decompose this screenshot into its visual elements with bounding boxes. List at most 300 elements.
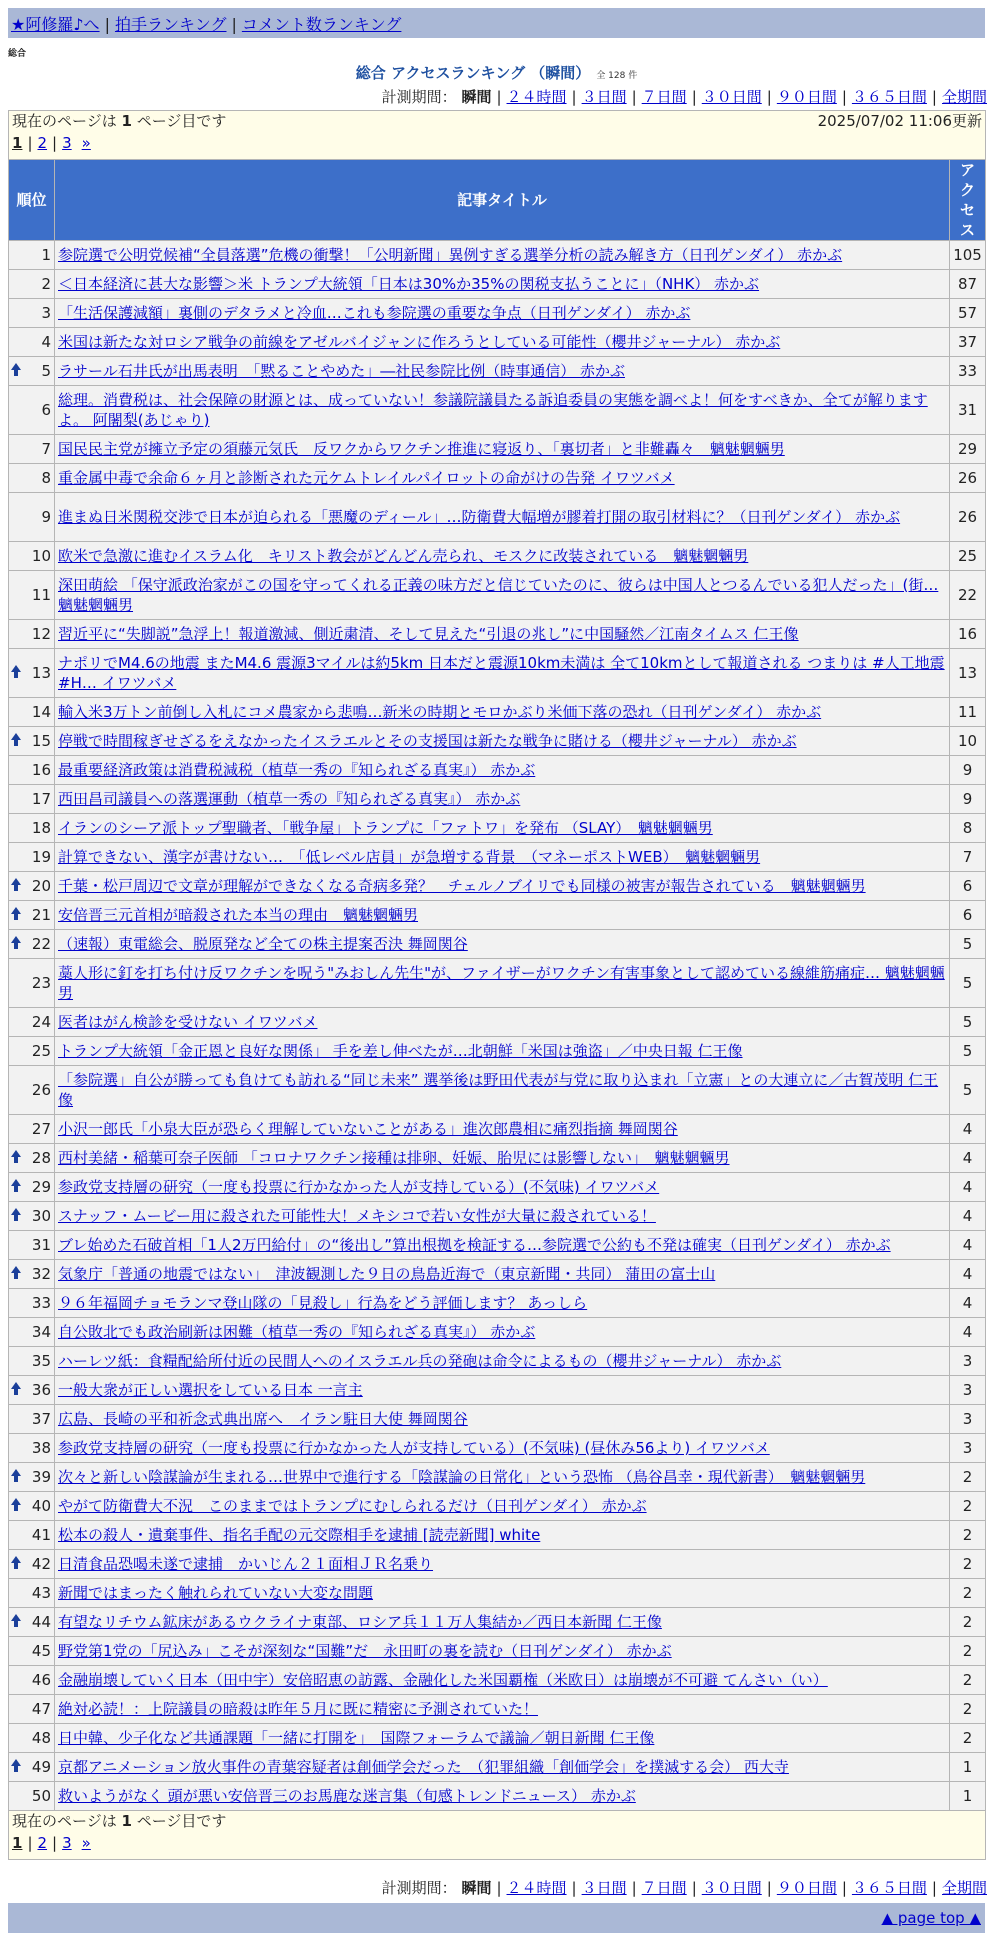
title-cell	[55, 1724, 950, 1753]
rank-cell	[9, 843, 55, 872]
rank-number: 11	[31, 586, 51, 604]
period-365d-link[interactable]: ３６５日間	[851, 1879, 927, 1897]
access-count: 2	[950, 1550, 986, 1579]
article-title-link[interactable]: 自公敗北でも政治刷新は困難（植草一秀の『知られざる真実』） 赤かぶ	[58, 1323, 536, 1341]
table-row	[9, 1144, 986, 1173]
title-cell	[55, 1376, 950, 1405]
table-row	[9, 698, 986, 727]
table-row	[9, 1066, 986, 1115]
article-title-link[interactable]: 広島、長崎の平和祈念式典出席へ イラン駐日大使 舞岡関谷	[58, 1410, 468, 1428]
updated-timestamp: 2025/07/02 11:06更新	[817, 112, 983, 130]
table-row	[9, 241, 986, 270]
table-header	[9, 160, 986, 241]
title-cell	[55, 756, 950, 785]
page-next-link[interactable]: »	[81, 1834, 91, 1852]
article-title-link[interactable]: ＜日本経済に甚大な影響＞米 トランプ大統領「日本は30%か35%の関税支払うことに」（NHK） 赤かぶ	[58, 275, 760, 293]
clap-ranking-link[interactable]: 拍手ランキング	[114, 15, 227, 34]
access-count: 5	[950, 930, 986, 959]
top-navigation	[8, 8, 985, 38]
rank-cell	[9, 959, 55, 1008]
rank-number: 36	[31, 1381, 51, 1399]
access-count: 2	[950, 1463, 986, 1492]
rank-cell	[9, 814, 55, 843]
article-title-link[interactable]: 進まぬ日米関税交渉で日本が迫られる「悪魔のディール」…防衛費大幅増が膠着打開の取引材料に？（日刊ゲンダイ） 赤かぶ	[58, 508, 901, 526]
title-cell	[55, 1289, 950, 1318]
rank-number: 42	[31, 1555, 51, 1573]
title-cell	[55, 1405, 950, 1434]
article-title-link[interactable]: 停戦で時間稼ぎせざるをえなかったイスラエルとその支援国は新たな戦争に賭ける（櫻井ジャーナル） 赤かぶ	[58, 732, 797, 750]
rank-number: 22	[31, 935, 51, 953]
ranking-title: 総合 アクセスランキング （瞬間）	[355, 64, 591, 82]
rank-cell	[9, 930, 55, 959]
table-row	[9, 328, 986, 357]
article-title-link[interactable]: ハーレツ紙：食糧配給所付近の民間人へのイスラエル兵の発砲は命令によるもの（櫻井ジャーナル） 赤かぶ	[58, 1352, 782, 1370]
current-page-text: 現在のページは 1 ページ目です	[12, 1812, 227, 1830]
article-title-link[interactable]: トランプ大統領「金正恩と良好な関係」 手を差し伸べたが…北朝鮮「米国は強盗」／中央日報 仁王像	[58, 1042, 743, 1060]
article-title-link[interactable]: 習近平に“失脚説”急浮上！報道激減、側近粛清、そして見えた“引退の兆し”に中国騒然／江南タイムス 仁王像	[58, 625, 799, 643]
article-title-link[interactable]: スナッフ・ムービー用に殺された可能性大！メキシコで若い女性が大量に殺されている！	[58, 1207, 656, 1225]
rank-number: 7	[41, 440, 51, 458]
title-cell	[55, 1608, 950, 1637]
article-title-link[interactable]: 欧米で急激に進むイスラム化 キリスト教会がどんどん売られ、モスクに改装されている 魑魅魍魎男	[58, 547, 749, 565]
table-row	[9, 1550, 986, 1579]
rank-up-arrow-icon	[11, 1150, 21, 1157]
period-label: 計測期間：	[381, 1879, 457, 1897]
rank-cell	[9, 620, 55, 649]
title-cell	[55, 1037, 950, 1066]
table-row	[9, 357, 986, 386]
period-30d-link[interactable]: ３０日間	[701, 88, 762, 106]
rank-up-arrow-icon	[11, 1382, 21, 1389]
period-365d-link[interactable]: ３６５日間	[851, 88, 927, 106]
table-row	[9, 1231, 986, 1260]
article-title-link[interactable]: 最重要経済政策は消費税減税（植草一秀の『知られざる真実』） 赤かぶ	[58, 761, 536, 779]
table-row	[9, 1695, 986, 1724]
table-row	[9, 785, 986, 814]
rank-number: 34	[31, 1323, 51, 1341]
rank-cell	[9, 1608, 55, 1637]
access-count: 9	[950, 785, 986, 814]
title-cell	[55, 1202, 950, 1231]
table-row	[9, 1724, 986, 1753]
article-title-link[interactable]: ブレ始めた石破首相「1人2万円給付」の“後出し”算出根拠を検証する…参院選で公約も不発は確実（日刊ゲンダイ） 赤かぶ	[58, 1236, 891, 1254]
access-count: 5	[950, 1037, 986, 1066]
title-cell	[55, 1115, 950, 1144]
article-title-link[interactable]: 西田昌司議員への落選運動（植草一秀の『知られざる真実』） 赤かぶ	[58, 790, 521, 808]
access-count: 87	[950, 270, 986, 299]
article-title-link[interactable]: 計算できない、漢字が書けない… 「低レベル店員」が急増する背景 （マネーポストWEB） 魑魅魍魎男	[58, 848, 761, 866]
page-current: 1	[12, 134, 23, 152]
article-title-link[interactable]: 安倍晋三元首相が暗殺された本当の理由 魑魅魍魎男	[58, 906, 419, 924]
rank-up-arrow-icon	[11, 1469, 21, 1476]
article-title-link[interactable]: やがて防衛費大不況 このままではトランプにむしられるだけ（日刊ゲンダイ） 赤かぶ	[58, 1497, 647, 1515]
access-count: 37	[950, 328, 986, 357]
page-title	[0, 62, 993, 83]
title-cell	[55, 1666, 950, 1695]
page-info-row-bottom	[9, 1811, 986, 1860]
access-count: 1	[950, 1782, 986, 1811]
table-row	[9, 959, 986, 1008]
rank-number: 4	[41, 333, 51, 351]
period-24h-link[interactable]: ２４時間	[506, 88, 567, 106]
rank-number: 3	[41, 304, 51, 322]
rank-number: 19	[31, 848, 51, 866]
table-row	[9, 649, 986, 698]
access-count: 22	[950, 571, 986, 620]
period-30d-link[interactable]: ３０日間	[701, 1879, 762, 1897]
access-count: 33	[950, 357, 986, 386]
rank-cell	[9, 357, 55, 386]
rank-number: 24	[31, 1013, 51, 1031]
rank-cell	[9, 1289, 55, 1318]
period-3d-link[interactable]: ３日間	[581, 88, 627, 106]
article-title-link[interactable]: 次々と新しい陰謀論が生まれる…世界中で進行する「陰謀論の日常化」という恐怖 （鳥谷昌幸・現代新書） 魑魅魍魎男	[58, 1468, 866, 1486]
article-title-link[interactable]: 小沢一郎氏「小泉大臣が恐らく理解していないことがある」進次郎農相に痛烈指摘 舞岡関谷	[58, 1120, 678, 1138]
title-cell	[55, 727, 950, 756]
title-cell	[55, 1347, 950, 1376]
article-title-link[interactable]: ラサール石井氏が出馬表明 「黙ることやめた」―社民参院比例（時事通信） 赤かぶ	[58, 362, 625, 380]
rank-up-arrow-icon	[11, 936, 21, 943]
title-cell	[55, 241, 950, 270]
article-title-link[interactable]: （速報）東電総会、脱原発など全ての株主提案否決 舞岡関谷	[58, 935, 468, 953]
table-row	[9, 843, 986, 872]
article-title-link[interactable]: 松本の殺人・遺棄事件、指名手配の元交際相手を逮捕 [読売新聞] white	[58, 1526, 541, 1544]
article-title-link[interactable]: 藁人形に釘を打ち付け反ワクチンを呪う"みおしん先生"が、ファイザーがワクチン有害事象として認めている線維筋痛症… 魑魅魍魎男	[58, 964, 945, 1002]
article-title-link[interactable]: 有望なリチウム鉱床があるウクライナ東部、ロシア兵１１万人集結か／西日本新聞 仁王像	[58, 1613, 662, 1631]
rank-number: 27	[31, 1120, 51, 1138]
rank-number: 20	[31, 877, 51, 895]
title-cell	[55, 1144, 950, 1173]
rank-cell	[9, 1782, 55, 1811]
rank-number: 23	[31, 974, 51, 992]
article-title-link[interactable]: 参政党支持層の研究（一度も投票に行かなかった人が支持している）(不気味) イワツバメ	[58, 1178, 660, 1196]
rank-cell	[9, 698, 55, 727]
access-count: 3	[950, 1405, 986, 1434]
rank-cell	[9, 493, 55, 542]
rank-cell	[9, 241, 55, 270]
article-title-link[interactable]: 参政党支持層の研究（一度も投票に行かなかった人が支持している）(不気味) (昼休み56より) イワツバメ	[58, 1439, 770, 1457]
rank-number: 2	[41, 275, 51, 293]
table-row	[9, 901, 986, 930]
title-cell	[55, 1463, 950, 1492]
rank-number: 47	[31, 1700, 51, 1718]
table-row	[9, 1579, 986, 1608]
page-3-link[interactable]: 3	[62, 134, 72, 152]
table-row	[9, 1666, 986, 1695]
article-title-link[interactable]: 輸入米3万トン前倒し入札にコメ農家から悲鳴…新米の時期とモロかぶり米価下落の恐れ（日刊ゲンダイ） 赤かぶ	[58, 703, 822, 721]
rank-number: 40	[31, 1497, 51, 1515]
access-count: 3	[950, 1376, 986, 1405]
table-row	[9, 1637, 986, 1666]
rank-number: 6	[41, 401, 51, 419]
table-row	[9, 727, 986, 756]
article-title-link[interactable]: 千葉・松戸周辺で文章が理解ができなくなる奇病多発？ チェルノブイリでも同様の被害が報告されている 魑魅魍魎男	[58, 877, 866, 895]
section-label: 総合	[8, 49, 27, 59]
access-count: 6	[950, 872, 986, 901]
rank-cell	[9, 1637, 55, 1666]
table-row	[9, 1202, 986, 1231]
rank-number: 31	[31, 1236, 51, 1254]
table-row	[9, 1318, 986, 1347]
access-count: 2	[950, 1666, 986, 1695]
rank-cell	[9, 1666, 55, 1695]
title-cell	[55, 542, 950, 571]
title-cell	[55, 270, 950, 299]
access-count: 4	[950, 1260, 986, 1289]
rank-up-arrow-icon	[11, 665, 21, 672]
page-next-link[interactable]: »	[81, 134, 91, 152]
rank-number: 14	[31, 703, 51, 721]
table-row	[9, 1521, 986, 1550]
article-title-link[interactable]: 「参院選」自公が勝っても負けても訪れる“同じ未来” 選挙後は野田代表が与党に取り込まれ「立憲」との大連立に／古賀茂明 仁王像	[58, 1071, 939, 1109]
rank-number: 5	[41, 362, 51, 380]
rank-number: 16	[31, 761, 51, 779]
rank-number: 41	[31, 1526, 51, 1544]
rank-up-arrow-icon	[11, 1208, 21, 1215]
title-cell	[55, 1434, 950, 1463]
article-title-link[interactable]: 救いようがなく 頭が悪い安倍晋三のお馬鹿な迷言集（旬感トレンドニュース） 赤かぶ	[58, 1787, 636, 1805]
col-access-header: アクセス	[950, 160, 986, 241]
rank-cell	[9, 1173, 55, 1202]
article-title-link[interactable]: 新聞ではまったく触れられていない大変な問題	[58, 1584, 374, 1602]
rank-up-arrow-icon	[11, 1556, 21, 1563]
rank-number: 15	[31, 732, 51, 750]
rank-up-arrow-icon	[11, 907, 21, 914]
rank-number: 17	[31, 790, 51, 808]
article-title-link[interactable]: 「生活保護減額」裏側のデタラメと冷血…これも参院選の重要な争点（日刊ゲンダイ） 赤かぶ	[58, 304, 691, 322]
article-title-link[interactable]: 米国は新たな対ロシア戦争の前線をアゼルバイジャンに作ろうとしている可能性（櫻井ジャーナル） 赤かぶ	[58, 333, 781, 351]
article-title-link[interactable]: 一般大衆が正しい選択をしている日本 一言主	[58, 1381, 363, 1399]
access-count: 31	[950, 386, 986, 435]
rank-cell	[9, 1521, 55, 1550]
rank-cell	[9, 542, 55, 571]
access-count: 5	[950, 1066, 986, 1115]
title-cell	[55, 571, 950, 620]
period-current: 瞬間	[461, 88, 492, 106]
rank-up-arrow-icon	[11, 1498, 21, 1505]
table-row	[9, 620, 986, 649]
rank-cell	[9, 464, 55, 493]
access-count: 10	[950, 727, 986, 756]
title-cell	[55, 620, 950, 649]
access-count: 9	[950, 756, 986, 785]
period-all-link[interactable]: 全期間	[941, 88, 987, 106]
access-count: 4	[950, 1231, 986, 1260]
table-row	[9, 571, 986, 620]
rank-cell	[9, 1724, 55, 1753]
table-row	[9, 493, 986, 542]
rank-number: 43	[31, 1584, 51, 1602]
article-title-link[interactable]: 西村美緒・稲葉可奈子医師 「コロナワクチン接種は排卵、妊娠、胎児には影響しない」 魑魅魍魎男	[58, 1149, 730, 1167]
article-title-link[interactable]: ナポリでM4.6の地震 またM4.6 震源3マイルは約5km 日本だと震源10km未満は 全て10kmとして報道される つまりは #人工地震 #H… イワツバメ	[58, 654, 945, 692]
table-row	[9, 1608, 986, 1637]
rank-cell	[9, 1695, 55, 1724]
period-selector-top: 計測期間： 瞬間 | ２４時間 | ３日間 | ７日間 | ３０日間 | ９０日間 | ３６５日間 | 全期間	[381, 88, 987, 106]
title-cell	[55, 386, 950, 435]
rank-cell	[9, 571, 55, 620]
page-2-link[interactable]: 2	[37, 1834, 48, 1852]
access-count: 4	[950, 1289, 986, 1318]
rank-number: 44	[31, 1613, 51, 1631]
table-row	[9, 814, 986, 843]
table-row	[9, 872, 986, 901]
access-count: 3	[950, 1347, 986, 1376]
rank-cell	[9, 872, 55, 901]
rank-cell	[9, 1463, 55, 1492]
page-current: 1	[12, 1834, 23, 1852]
article-title-link[interactable]: 参院選で公明党候補“全員落選”危機の衝撃！「公明新聞」異例すぎる選挙分析の読み解き方（日刊ゲンダイ） 赤かぶ	[58, 246, 843, 264]
title-cell	[55, 1637, 950, 1666]
access-count: 105	[950, 241, 986, 270]
article-title-link[interactable]: 日中韓、少子化など共通課題「一緒に打開を」 国際フォーラムで議論／朝日新聞 仁王像	[58, 1729, 655, 1747]
rank-cell	[9, 727, 55, 756]
table-row	[9, 1260, 986, 1289]
rank-number: 10	[31, 547, 51, 565]
table-row	[9, 930, 986, 959]
rank-cell	[9, 1144, 55, 1173]
access-count: 2	[950, 1695, 986, 1724]
period-7d-link[interactable]: ７日間	[641, 88, 687, 106]
rank-cell	[9, 1115, 55, 1144]
title-cell	[55, 1008, 950, 1037]
footer-bar	[8, 1903, 985, 1933]
article-title-link[interactable]: ９６年福岡チョモランマ登山隊の「見殺し」行為をどう評価します？ あっしら	[58, 1294, 588, 1312]
article-title-link[interactable]: 総理。消費税は、社会保障の財源とは、成っていない！参議院議員たる訴追委員の実態を調べよ！何をすべきか、全てが解りますよ。 阿闍梨(あじゃり)	[58, 391, 928, 429]
page-3-link[interactable]: 3	[62, 1834, 72, 1852]
article-title-link[interactable]: イランのシーア派トップ聖職者、「戦争屋」トランプに「ファトワ」を発布 （SLAY） 魑魅魍魎男	[58, 819, 713, 837]
rank-cell	[9, 1579, 55, 1608]
rank-number: 21	[31, 906, 51, 924]
title-cell	[55, 814, 950, 843]
rank-up-arrow-icon	[11, 733, 21, 740]
article-title-link[interactable]: 日清食品恐喝未遂で逮捕 かいじん２１面相ＪＲ名乗り	[58, 1555, 434, 1573]
period-label: 計測期間：	[381, 88, 457, 106]
access-count: 25	[950, 542, 986, 571]
period-24h-link[interactable]: ２４時間	[506, 1879, 567, 1897]
article-title-link[interactable]: 金融崩壊していく日本（田中宇）安倍昭恵の訪露、金融化した米国覇権（米欧日）は崩壊が不可避 てんさい（い）	[58, 1671, 828, 1689]
article-title-link[interactable]: 医者はがん検診を受けない イワツバメ	[58, 1013, 318, 1031]
rank-cell	[9, 1202, 55, 1231]
article-title-link[interactable]: 絶対必読！：上院議員の暗殺は昨年５月に既に精密に予測されていた！	[58, 1700, 539, 1718]
rank-number: 1	[41, 246, 51, 264]
rank-cell	[9, 1231, 55, 1260]
article-title-link[interactable]: 京都アニメーション放火事件の青葉容疑者は創価学会だった （犯罪組織「創価学会」を撲滅する会） 西大寺	[58, 1758, 789, 1776]
access-count: 2	[950, 1579, 986, 1608]
period-3d-link[interactable]: ３日間	[581, 1879, 627, 1897]
rank-cell	[9, 1260, 55, 1289]
rank-number: 30	[31, 1207, 51, 1225]
rank-cell	[9, 328, 55, 357]
rank-number: 45	[31, 1642, 51, 1660]
table-row	[9, 1782, 986, 1811]
rank-up-arrow-icon	[11, 1759, 21, 1766]
period-all-link[interactable]: 全期間	[941, 1879, 987, 1897]
page-top-link[interactable]: ▲ page top ▲	[881, 1909, 981, 1927]
rank-number: 37	[31, 1410, 51, 1428]
rank-cell	[9, 299, 55, 328]
rank-number: 38	[31, 1439, 51, 1457]
access-count: 11	[950, 698, 986, 727]
article-title-link[interactable]: 国民民主党が擁立予定の須藤元気氏 反ワクからワクチン推進に寝返り、「裏切者」と非難轟々 魑魅魍魎男	[58, 440, 785, 458]
home-link[interactable]: ★阿修羅♪へ	[11, 15, 100, 34]
access-count: 7	[950, 843, 986, 872]
title-cell	[55, 843, 950, 872]
period-selector-bottom: 計測期間： 瞬間 | ２４時間 | ３日間 | ７日間 | ３０日間 | ９０日間 | ３６５日間 | 全期間	[381, 1879, 987, 1897]
title-cell	[55, 930, 950, 959]
access-count: 2	[950, 1637, 986, 1666]
rank-number: 33	[31, 1294, 51, 1312]
rank-number: 29	[31, 1178, 51, 1196]
page-info-row	[9, 111, 986, 160]
page-2-link[interactable]: 2	[37, 134, 48, 152]
access-count: 4	[950, 1115, 986, 1144]
col-rank-header: 順位	[9, 160, 55, 241]
period-90d-link[interactable]: ９０日間	[776, 1879, 837, 1897]
period-90d-link[interactable]: ９０日間	[776, 88, 837, 106]
rank-up-arrow-icon	[11, 1266, 21, 1273]
rank-cell	[9, 1318, 55, 1347]
access-count: 2	[950, 1608, 986, 1637]
article-title-link[interactable]: 気象庁「普通の地震ではない」 津波観測した９日の鳥島近海で（東京新聞・共同） 蒲田の富士山	[58, 1265, 716, 1283]
access-count: 4	[950, 1318, 986, 1347]
pagination: 1 | 2 | 3 »	[12, 134, 91, 152]
article-title-link[interactable]: 深田萌絵 「保守派政治家がこの国を守ってくれる正義の味方だと信じていたのに、彼らは中国人とつるんでいる犯人だった」(街… 魑魅魍魎男	[58, 576, 939, 614]
title-cell	[55, 959, 950, 1008]
rank-number: 8	[41, 469, 51, 487]
access-count: 5	[950, 1008, 986, 1037]
table-row	[9, 1492, 986, 1521]
rank-cell	[9, 1376, 55, 1405]
access-count: 26	[950, 493, 986, 542]
rank-cell	[9, 1434, 55, 1463]
access-count: 5	[950, 959, 986, 1008]
current-page-text: 現在のページは 1 ページ目です	[12, 112, 227, 130]
rank-cell	[9, 901, 55, 930]
access-count: 4	[950, 1173, 986, 1202]
access-count: 8	[950, 814, 986, 843]
table-row	[9, 1405, 986, 1434]
col-title-header: 記事タイトル	[55, 160, 950, 241]
table-row	[9, 386, 986, 435]
table-row	[9, 1753, 986, 1782]
rank-number: 48	[31, 1729, 51, 1747]
title-cell	[55, 435, 950, 464]
access-count: 6	[950, 901, 986, 930]
rank-cell	[9, 756, 55, 785]
rank-cell	[9, 1405, 55, 1434]
table-row	[9, 1008, 986, 1037]
table-row	[9, 299, 986, 328]
period-7d-link[interactable]: ７日間	[641, 1879, 687, 1897]
rank-cell	[9, 270, 55, 299]
table-row	[9, 1463, 986, 1492]
rank-number: 25	[31, 1042, 51, 1060]
rank-up-arrow-icon	[11, 363, 21, 370]
title-cell	[55, 1782, 950, 1811]
access-count: 3	[950, 1434, 986, 1463]
article-title-link[interactable]: 重金属中毒で余命６ヶ月と診断された元ケムトレイルパイロットの命がけの告発 イワツバメ	[58, 469, 675, 487]
title-cell	[55, 1492, 950, 1521]
comment-ranking-link[interactable]: コメント数ランキング	[241, 15, 402, 34]
table-row	[9, 270, 986, 299]
article-title-link[interactable]: 野党第1党の「尻込み」こそが深刻な“国難”だ 永田町の裏を読む（日刊ゲンダイ） 赤かぶ	[58, 1642, 672, 1660]
rank-number: 50	[31, 1787, 51, 1805]
title-cell	[55, 1695, 950, 1724]
title-cell	[55, 1550, 950, 1579]
nav-separator: |	[104, 15, 110, 34]
title-cell	[55, 328, 950, 357]
table-row	[9, 542, 986, 571]
